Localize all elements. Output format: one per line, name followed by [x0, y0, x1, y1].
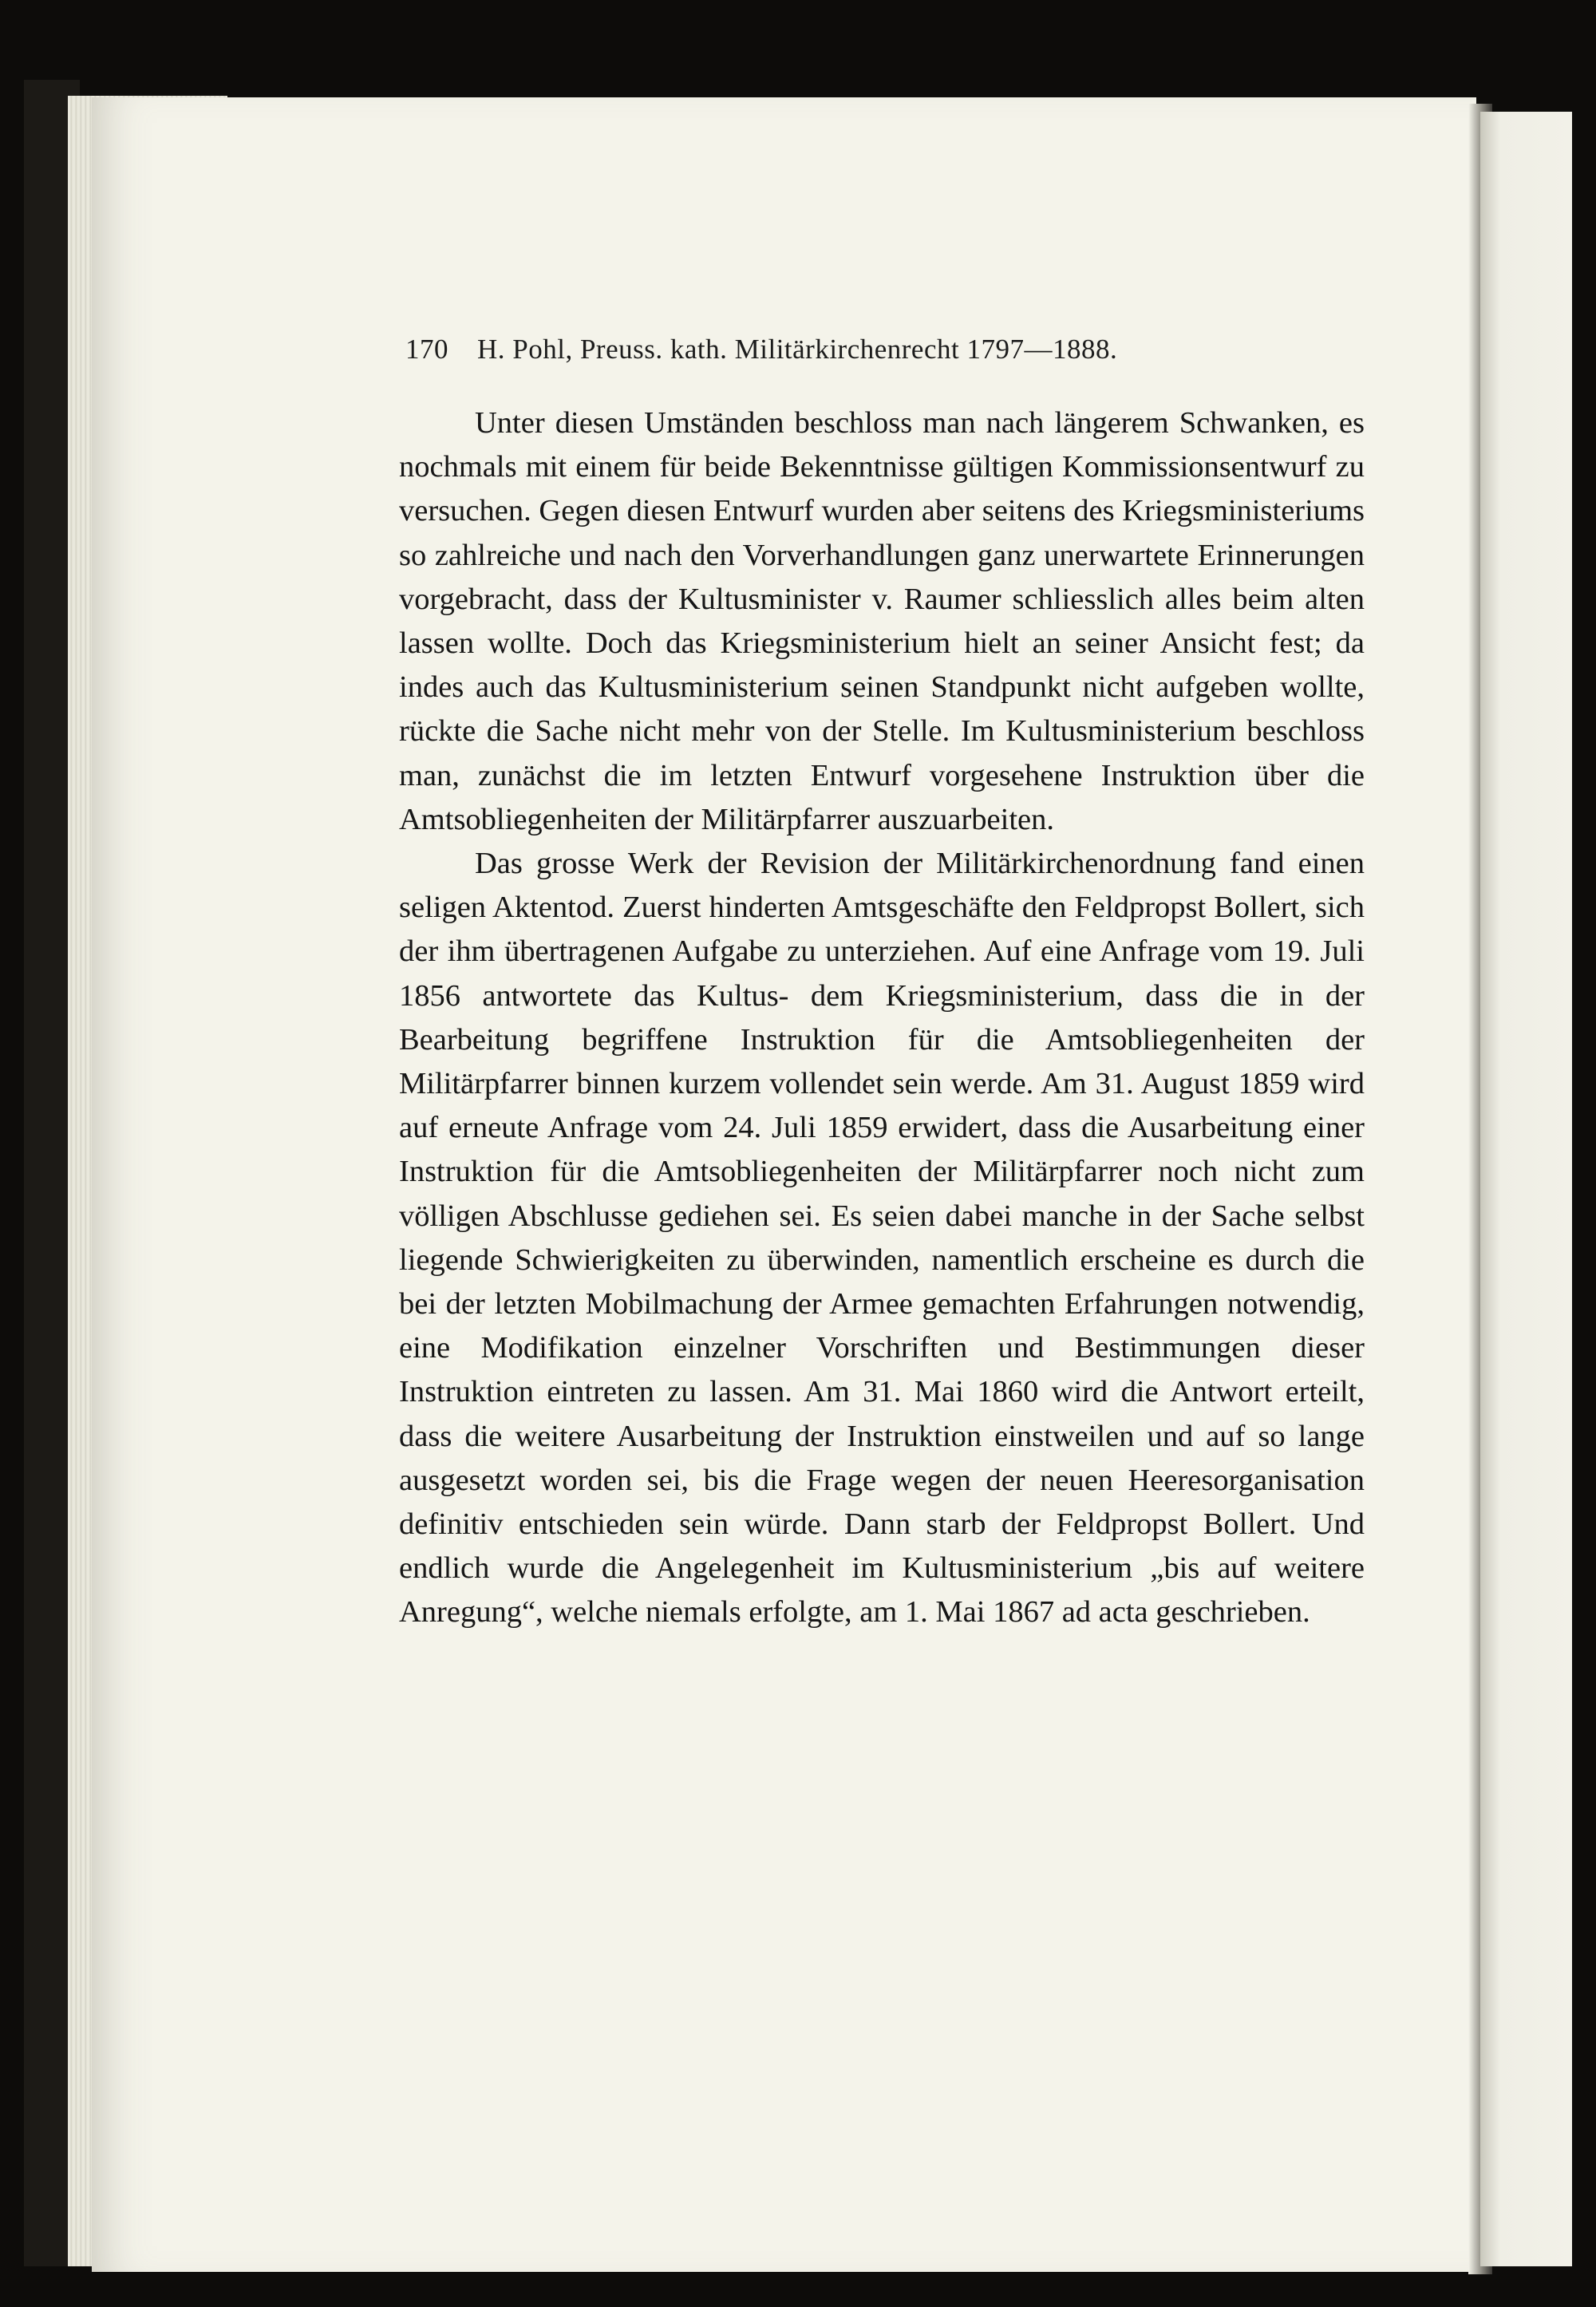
- body-text: [399, 401, 1365, 1635]
- paragraph: [399, 842, 1365, 1635]
- facing-page-edge: [1480, 112, 1572, 2266]
- running-header: [405, 334, 1363, 365]
- page-number: 170: [405, 334, 448, 365]
- paragraph: [399, 401, 1365, 842]
- running-title: H. Pohl, Preuss. kath. Militärkirchenrecht 1797—1888.: [477, 334, 1118, 365]
- paragraph-text: Unter diesen Umständen beschloss man nach längerem Schwanken, es nochmals mit einem für beide Bekenntnisse gültigen Kommissionsentwurf zu versuchen. Gegen diesen Entwurf wurden aber seitens des Kriegsministeriums so zahlreiche und nach den Vorverhandlungen ganz unerwartete Erinnerungen vorgebracht, dass der Kultusminister v. Raumer schliesslich alles beim alten lassen wollte. Doch das Kriegsministerium hielt an seiner Ansicht fest; da indes auch das Kultusministerium seinen Standpunkt nicht aufgeben wollte, rückte die Sache nicht mehr von der Stelle. Im Kultusministerium beschloss man, zunächst die im letzten Entwurf vorgesehene Instruktion über die Amtsobliegenheiten der Militärpfarrer auszuarbeiten.: [399, 406, 1365, 836]
- paragraph-text: Das grosse Werk der Revision der Militärkirchenordnung fand einen seligen Aktentod. Zuerst hinderten Amtsgeschäfte den Feldpropst Bollert, sich der ihm übertragenen Aufgabe zu unterziehen. Auf eine Anfrage vom 19. Juli 1856 antwortete das Kultus- dem Kriegsministerium, dass die in der Bearbeitung begriffene Instruktion für die Amtsobliegenheiten der Militärpfarrer binnen kurzem vollendet sein werde. Am 31. August 1859 wird auf erneute Anfrage vom 24. Juli 1859 erwidert, dass die Ausarbeitung einer Instruktion für die Amtsobliegenheiten der Militärpfarrer noch nicht zum völligen Abschlusse gediehen sei. Es seien dabei manche in der Sache selbst liegende Schwierigkeiten zu überwinden, namentlich erscheine es durch die bei der letzten Mobilmachung der Armee gemachten Erfahrungen notwendig, eine Modifikation einzelner Vorschriften und Bestimmungen dieser Instruktion eintreten zu lassen. Am 31. Mai 1860 wird die Antwort erteilt, dass die weitere Ausarbeitung der Instruktion einstweilen und auf so lange ausgesetzt worden sei, bis die Frage wegen der neuen Heeresorganisation definitiv entschieden sein würde. Dann starb der Feldpropst Bollert. Und endlich wurde die Angelegenheit im Kultusministerium „bis auf weitere Anregung“, welche niemals erfolgte, am 1. Mai 1867 ad acta geschrieben.: [399, 847, 1365, 1630]
